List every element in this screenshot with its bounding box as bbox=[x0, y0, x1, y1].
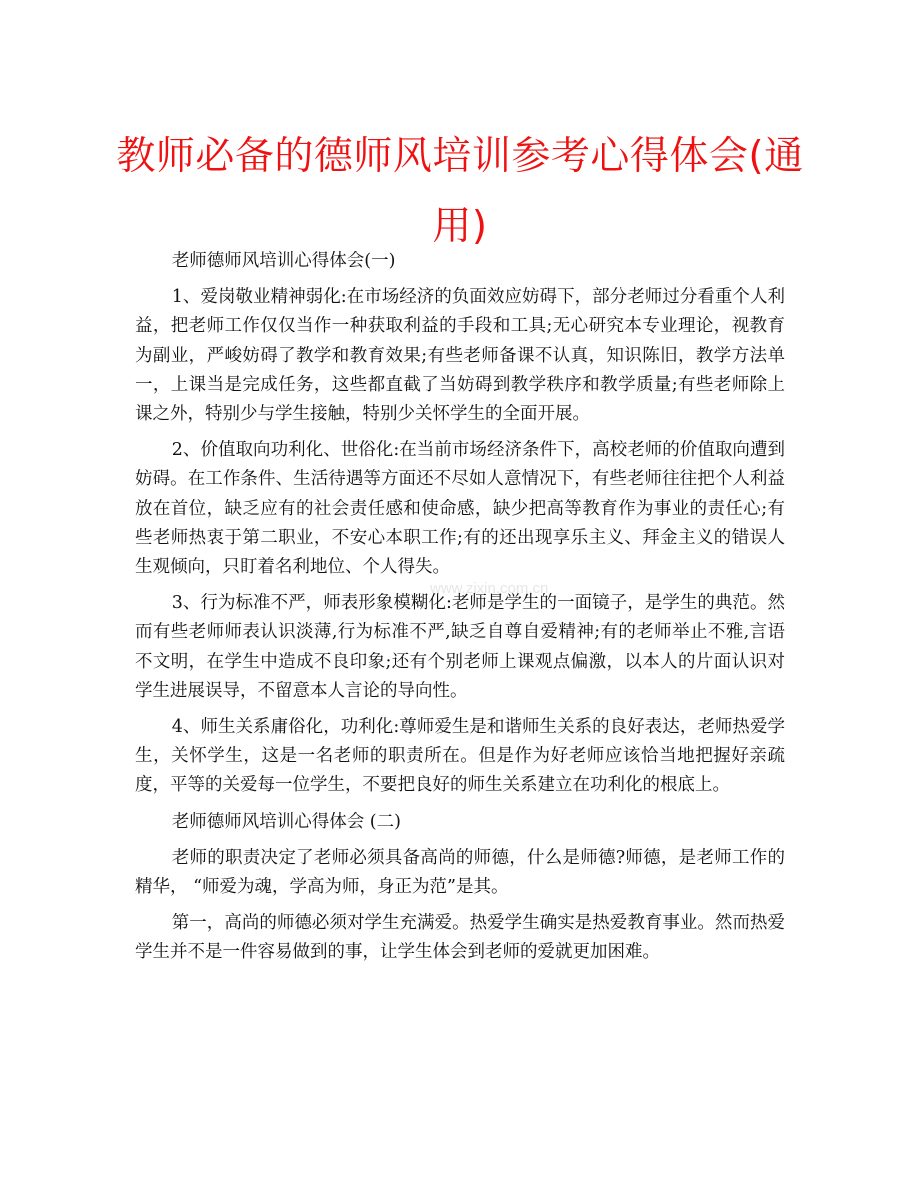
paragraph: 老师的职责决定了老师必须具备高尚的师德，什么是师德?师德，是老师工作的精华， “师爱为魂，学高为师，身正为范”是其。 bbox=[135, 847, 785, 898]
paragraph: 2、价值取向功利化、世俗化:在当前市场经济条件下，高校老师的价值取向遭到妨碍。在工作条件、生活待遇等方面还不尽如人意情况下，有些老师往往把个人利益放在首位，缺乏应有的社会责任感和使命感，缺少把高等教育作为事业的责任心;有些老师热衷于第二职业，不安心本职工作;有的还出现享乐主义、拜金主义的错误人生观倾向，只盯着名利地位、个人得失。 bbox=[135, 440, 785, 578]
document-title: 教师必备的德师风培训参考心得体会(通用) bbox=[116, 134, 804, 249]
document-body bbox=[135, 247, 785, 975]
paragraph: 4、师生关系庸俗化，功利化:尊师爱生是和谐师生关系的良好表达，老师热爱学生，关怀学生，这是一名老师的职责所在。但是作为好老师应该恰当地把握好亲疏度，平等的关爱每一位学生，不要把良好的师生关系建立在功利化的根底上。 bbox=[135, 717, 785, 796]
section-heading-2: 老师德师风培训心得体会 (二) bbox=[171, 811, 401, 832]
watermark: www.zixin.com.cn bbox=[430, 580, 549, 597]
paragraph: 第一，高尚的师德必须对学生充满爱。热爱学生确实是热爱教育事业。然而热爱学生并不是一件容易做到的事，让学生体会到老师的爱就更加困难。 bbox=[135, 913, 785, 963]
paragraph: 1、爱岗敬业精神弱化:在市场经济的负面效应妨碍下，部分老师过分看重个人利益，把老师工作仅仅当作一种获取利益的手段和工具;无心研究本专业理论，视教育为副业，严峻妨碍了教学和教育效果;有些老师备课不认真，知识陈旧，教学方法单一，上课当是完成任务，这些都直截了当妨碍到教学秩序和教学质量;有些老师除上课之外，特别少与学生接触，特别少关怀学生的全面开展。 bbox=[135, 287, 785, 425]
paragraph: 3、行为标准不严，师表形象模糊化:老师是学生的一面镜子，是学生的典范。然而有些老师师表认识淡薄,行为标准不严,缺乏自尊自爱精神;有的老师举止不雅,言语不文明，在学生中造成不良印象;还有个别老师上课观点偏激，以本人的片面认识对学生进展误导，不留意本人言论的导向性。 bbox=[135, 593, 785, 701]
section-heading-1: 老师德师风培训心得体会(一) bbox=[171, 251, 396, 271]
